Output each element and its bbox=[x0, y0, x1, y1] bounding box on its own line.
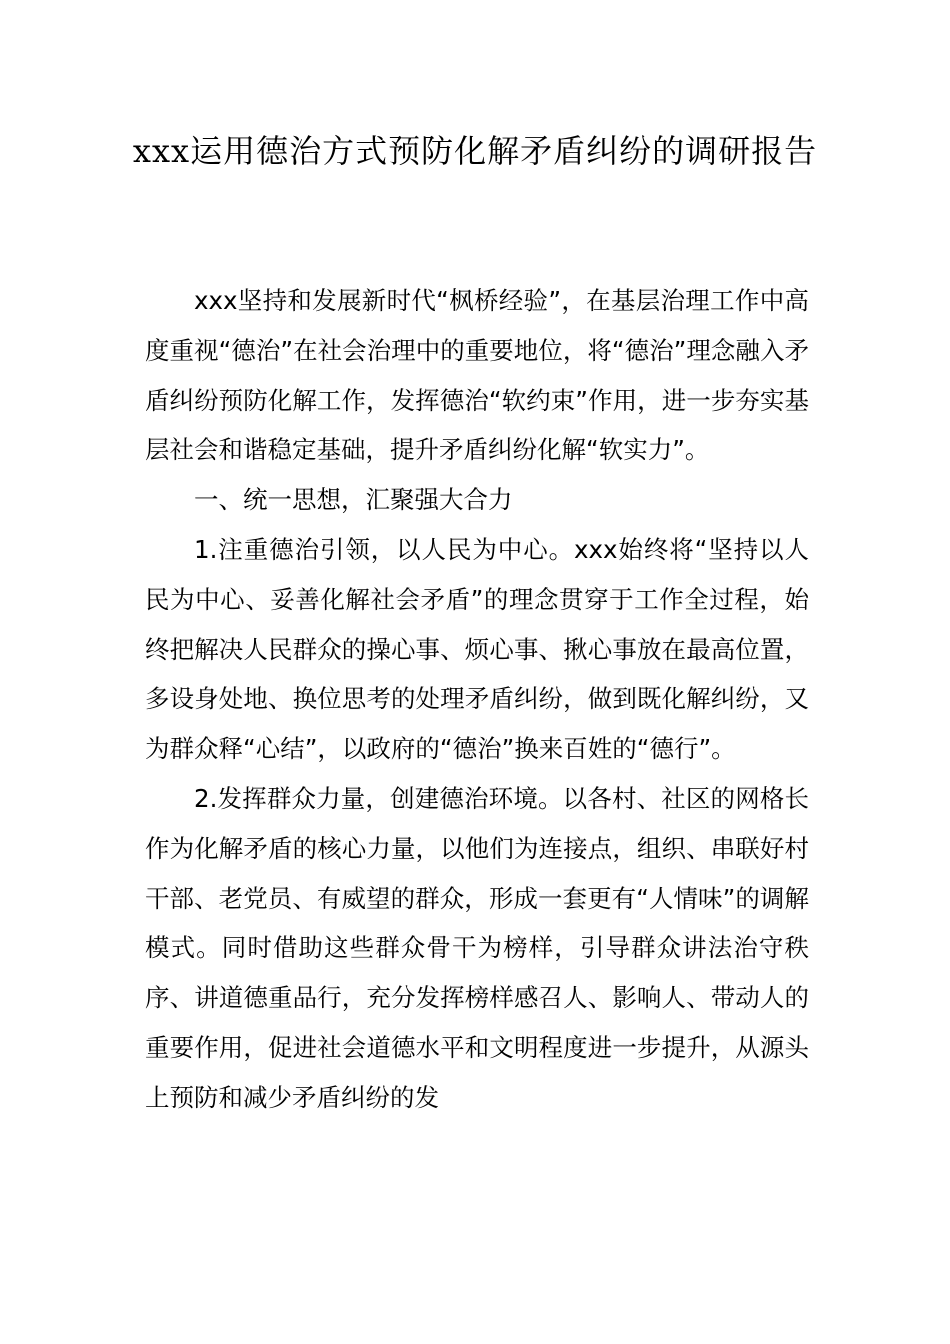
document-title: xxx运用德治方式预防化解矛盾纠纷的调研报告 bbox=[132, 132, 818, 170]
section-heading: 一、统一思想，汇聚强大合力 bbox=[194, 485, 513, 515]
document-body bbox=[145, 276, 809, 1123]
paragraph-point-2: 2.发挥群众力量，创建德治环境。以各村、社区的网格长作为化解矛盾的核心力量，以他们为连接点，组织、串联好村干部、老党员、有威望的群众，形成一套更有“人情味”的调解模式。同时借助这些群众骨干为榜样，引导群众讲法治守秩序、讲道德重品行，充分发挥榜样感召人、影响人、带动人的重要作用，促进社会道德水平和文明程度进一步提升，从源头上预防和减少矛盾纠纷的发 bbox=[145, 783, 809, 1112]
paragraph-point-1: 1.注重德治引领，以人民为中心。xxx始终将“坚持以人民为中心、妥善化解社会矛盾”的理念贯穿于工作全过程，始终把解决人民群众的操心事、烦心事、揪心事放在最高位置，多设身处地、换位思考的处理矛盾纠纷，做到既化解纠纷，又为群众释“心结”，以政府的“德治”换来百姓的“德行”。 bbox=[145, 534, 809, 764]
intro-paragraph: xxx坚持和发展新时代“枫桥经验”，在基层治理工作中高度重视“德治”在社会治理中的重要地位，将“德治”理念融入矛盾纠纷预防化解工作，发挥德治“软约束”作用，进一步夯实基层社会和谐稳定基础，提升矛盾纠纷化解“软实力”。 bbox=[145, 286, 809, 465]
